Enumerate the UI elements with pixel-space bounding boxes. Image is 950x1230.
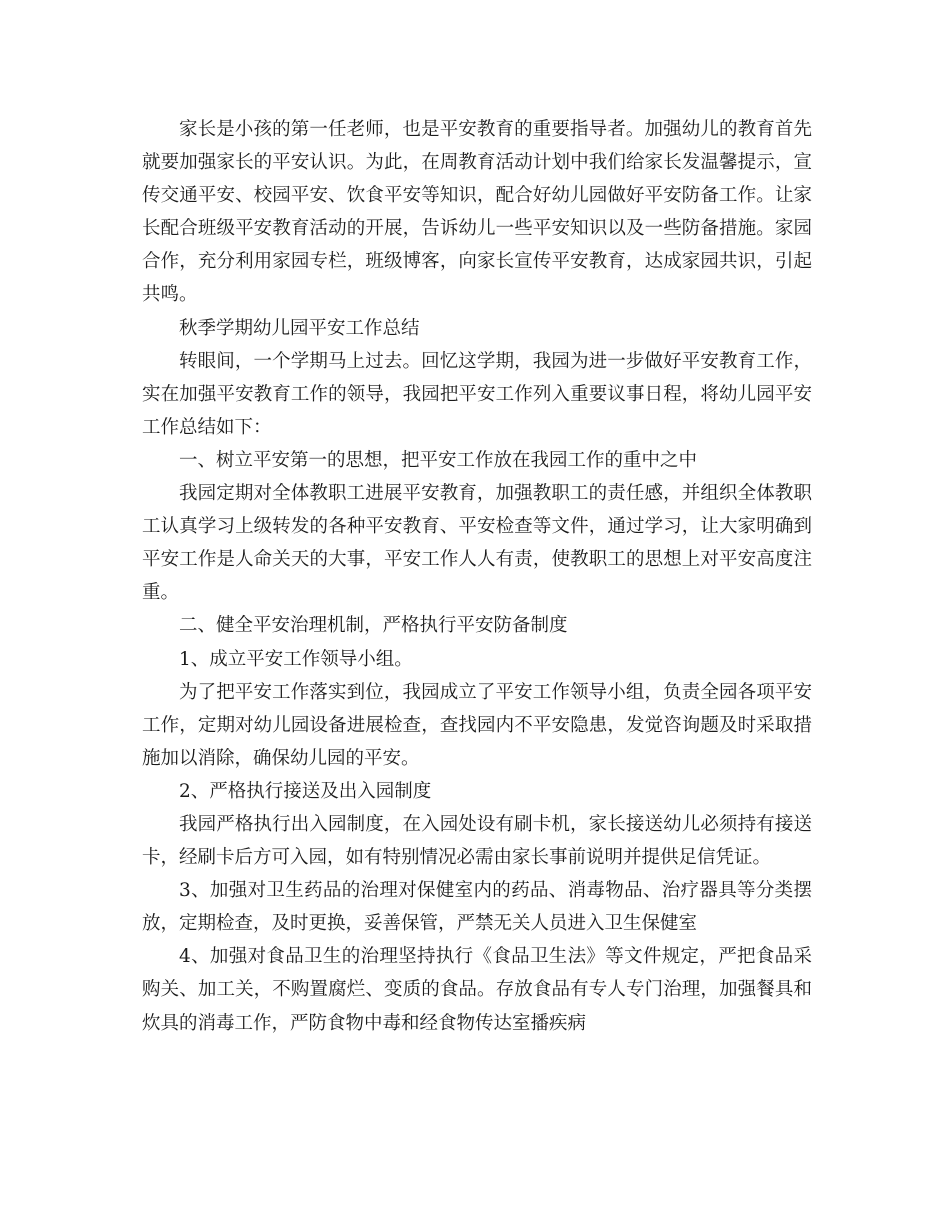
heading-section-1: 一、树立平安第一的思想，把平安工作放在我园工作的重中之中 — [179, 449, 698, 471]
heading-section-2: 二、健全平安治理机制，严格执行平安防备制度 — [179, 615, 568, 637]
item-2-heading: 2、严格执行接送及出入园制度 — [179, 780, 432, 802]
paragraph-parent-safety: 家长是小孩的第一任老师，也是平安教育的重要指导者。加强幼儿的教育首先就要加强家长的平安认识。为此，在周教育活动计划中我们给家长发温馨提示，宣传交通平安、校园平安、饮食平安等知识，配合好幼儿园做好平安防备工作。让家长配合班级平安教育活动的开展，告诉幼儿一些平安知识以及一些防备措施。家园合作，充分利用家园专栏，班级博客，向家长宣传平安教育，达成家园共识，引起共鸣。 — [142, 119, 812, 306]
paragraph-intro: 转眼间，一个学期马上过去。回忆这学期，我园为进一步做好平安教育工作，实在加强平安教育工作的领导，我园把平安工作列入重要议事日程，将幼儿园平安工作总结如下： — [142, 350, 812, 438]
document-body — [142, 113, 812, 1040]
item-3-paragraph: 3、加强对卫生药品的治理对保健室内的药品、消毒物品、治疗器具等分类摆放，定期检查，及时更换，妥善保管，严禁无关人员进入卫生保健室 — [142, 880, 812, 935]
paragraph-staff-education: 我园定期对全体教职工进展平安教育，加强教职工的责任感，并组织全体教职工认真学习上级转发的各种平安教育、平安检查等文件，通过学习，让大家明确到平安工作是人命关天的大事，平安工作人人有责，使教职工的思想上对平安高度注重。 — [142, 483, 812, 604]
paragraph-leadership-group: 为了把平安工作落实到位，我园成立了平安工作领导小组，负责全园各项平安工作，定期对幼儿园设备进展检查，查找园内不平安隐患，发觉咨询题及时采取措施加以消除，确保幼儿园的平安。 — [142, 681, 812, 769]
item-1-heading: 1、成立平安工作领导小组。 — [179, 648, 413, 670]
section-title: 秋季学期幼儿园平安工作总结 — [179, 317, 420, 339]
paragraph-entry-system: 我园严格执行出入园制度，在入园处设有刷卡机，家长接送幼儿必须持有接送卡，经刷卡后方可入园，如有特别情况必需由家长事前说明并提供足信凭证。 — [142, 813, 812, 869]
item-4-paragraph: 4、加强对食品卫生的治理坚持执行《食品卫生法》等文件规定，严把食品采购关、加工关，不购置腐烂、变质的食品。存放食品有专人专门治理，加强餐具和炊具的消毒工作，严防食物中毒和经食物传达室播疾病 — [142, 946, 812, 1034]
